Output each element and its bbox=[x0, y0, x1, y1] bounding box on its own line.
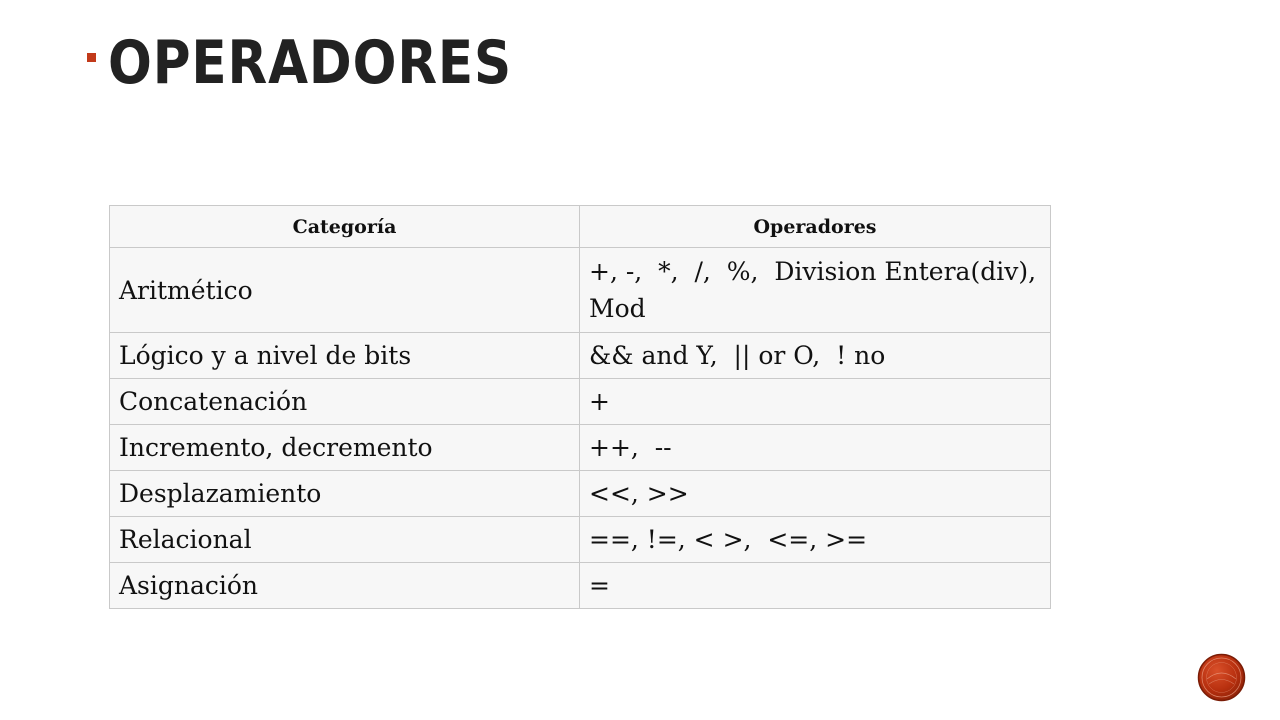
operators-cell: +, -, *, /, %, Division Entera(div), Mod bbox=[580, 248, 1051, 333]
header-operators: Operadores bbox=[580, 206, 1051, 248]
table-row bbox=[110, 333, 1051, 379]
category-cell: Desplazamiento bbox=[110, 471, 580, 517]
header-category: Categoría bbox=[110, 206, 580, 248]
table-row bbox=[110, 425, 1051, 471]
table-row bbox=[110, 379, 1051, 425]
table-row bbox=[110, 471, 1051, 517]
category-cell: Relacional bbox=[110, 517, 580, 563]
operators-cell: + bbox=[580, 379, 1051, 425]
category-cell: Concatenación bbox=[110, 379, 580, 425]
operators-cell: = bbox=[580, 563, 1051, 609]
table-row bbox=[110, 563, 1051, 609]
table-row bbox=[110, 517, 1051, 563]
circular-seal-icon bbox=[1197, 653, 1246, 702]
table-row bbox=[110, 248, 1051, 333]
category-cell: Incremento, decremento bbox=[110, 425, 580, 471]
operators-cell: && and Y, || or O, ! no bbox=[580, 333, 1051, 379]
table-header-row bbox=[110, 206, 1051, 248]
operators-cell: ++, -- bbox=[580, 425, 1051, 471]
category-cell: Aritmético bbox=[110, 248, 580, 333]
title-bullet bbox=[87, 53, 96, 62]
slide-title: OPERADORES bbox=[108, 28, 513, 98]
operators-table bbox=[109, 205, 1051, 609]
category-cell: Asignación bbox=[110, 563, 580, 609]
category-cell: Lógico y a nivel de bits bbox=[110, 333, 580, 379]
operators-cell: <<, >> bbox=[580, 471, 1051, 517]
operators-cell: ==, !=, < >, <=, >= bbox=[580, 517, 1051, 563]
